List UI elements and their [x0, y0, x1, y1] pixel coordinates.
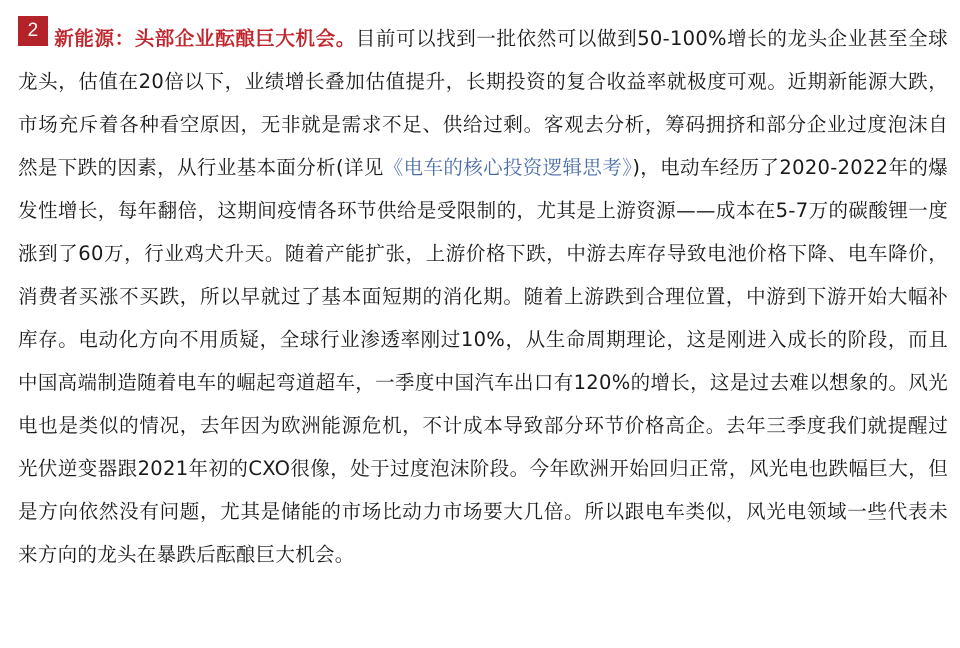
body-text-part-2: )，电动车经历了2020-2022年的爆发性增长，每年翻倍，这期间疫情各环节供给是受限制的，尤其是上游资源——成本在5-7万的碳酸锂一度涨到了60万，行业鸡犬升天。随着产能扩张，上游价格下跌，中游去库存导致电池价格下降、电车降价，消费者买涨不买跌，所以早就过了基本面短期的消化期。随着上游跌到合理位置，中游到下游开始大幅补库存。电动化方向不用质疑，全球行业渗透率刚过10%，从生命周期理论，这是刚进入成长的阶段，而且中国高端制造随着电车的崛起弯道超车，一季度中国汽车出口有120%的增长，这是过去难以想象的。风光电也是类似的情况，去年因为欧洲能源危机，不计成本导致部分环节价格高企。去年三季度我们就提醒过光伏逆变器跟2021年初的CXO很像，处于过度泡沫阶段。今年欧洲开始回归正常，风光电也跌幅巨大，但是方向依然没有问题，尤其是储能的市场比动力市场要大几倍。所以跟电车类似，风光电领域一些代表未来方向的龙头在暴跌后酝酿巨大机会。: [18, 156, 949, 566]
section-headline: 新能源：头部企业酝酿巨大机会。: [54, 27, 356, 50]
article-section: [18, 16, 948, 576]
paragraph: [18, 16, 948, 576]
section-number-badge: 2: [18, 16, 48, 46]
body-text-part-1: 目前可以找到一批依然可以做到50-100%增长的龙头企业甚至全球龙头，估值在20倍以下，业绩增长叠加估值提升，长期投资的复合收益率就极度可观。近期新能源大跌，市场充斥着各种看空原因，无非就是需求不足、供给过剩。客观去分析，筹码拥挤和部分企业过度泡沫自然是下跌的因素，从行业基本面分析(详见: [18, 27, 948, 179]
article-link[interactable]: 《电车的核心投资逻辑思考》: [383, 156, 633, 179]
